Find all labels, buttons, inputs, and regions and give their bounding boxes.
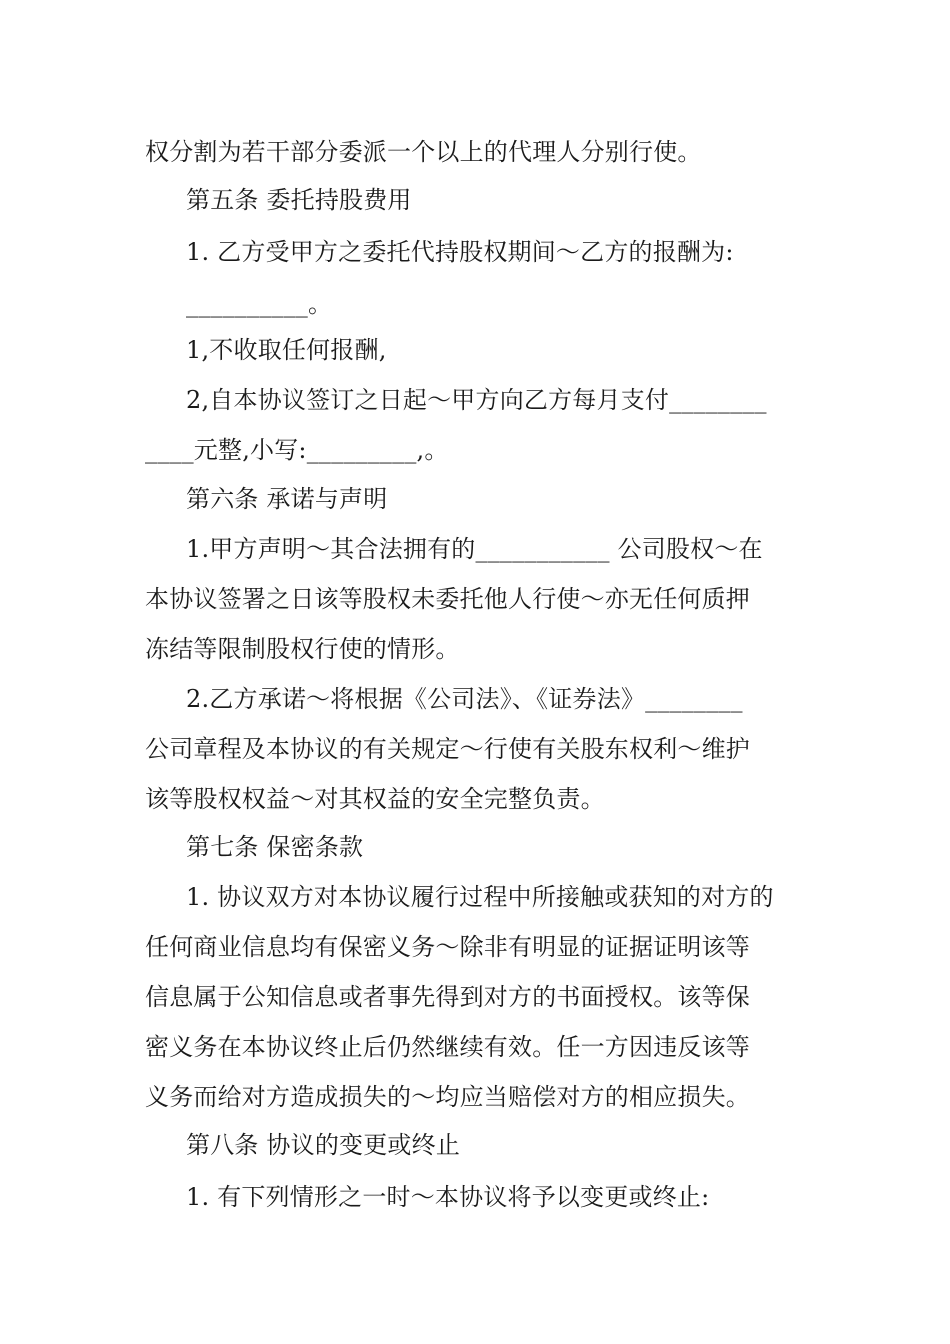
article-6-clause-1-cont-1: 本协议签署之日该等股权未委托他人行使～亦无任何质押 <box>145 585 750 613</box>
article-7-heading: 第七条 保密条款 <box>186 833 364 861</box>
article-6-clause-2-cont-2: 该等股权权益～对其权益的安全完整负责。 <box>145 785 605 813</box>
article-8-heading: 第八条 协议的变更或终止 <box>186 1131 461 1159</box>
article-5-clause-1-blank: __________。 <box>186 290 333 318</box>
article-7-clause-1-cont-3: 密义务在本协议终止后仍然继续有效。任一方因违反该等 <box>145 1033 750 1061</box>
article-8-clause-1: 1. 有下列情形之一时～本协议将予以变更或终止: <box>186 1183 710 1211</box>
article-5-option-2-cont: ____元整,小写:_________,。 <box>145 436 449 464</box>
article-5-clause-1: 1. 乙方受甲方之委托代持股权期间～乙方的报酬为: <box>186 238 734 266</box>
article-5-option-2: 2,自本协议签订之日起～甲方向乙方每月支付________ <box>186 386 767 414</box>
article-6-heading: 第六条 承诺与声明 <box>186 485 388 513</box>
article-5-heading: 第五条 委托持股费用 <box>186 186 412 214</box>
article-6-clause-2: 2.乙方承诺～将根据《公司法》、《证券法》________ <box>186 685 743 713</box>
article-6-clause-2-cont-1: 公司章程及本协议的有关规定～行使有关股东权利～维护 <box>145 735 750 763</box>
paragraph-line-continuation: 权分割为若干部分委派一个以上的代理人分别行使。 <box>145 138 702 166</box>
article-6-clause-1-cont-2: 冻结等限制股权行使的情形。 <box>145 635 460 663</box>
article-6-clause-1: 1.甲方声明～其合法拥有的___________ 公司股权～在 <box>186 535 763 563</box>
article-5-option-1: 1,不收取任何报酬, <box>186 336 387 364</box>
article-7-clause-1: 1. 协议双方对本协议履行过程中所接触或获知的对方的 <box>186 883 774 911</box>
article-7-clause-1-cont-1: 任何商业信息均有保密义务～除非有明显的证据证明该等 <box>145 933 750 961</box>
article-7-clause-1-cont-4: 义务而给对方造成损失的～均应当赔偿对方的相应损失。 <box>145 1083 750 1111</box>
article-7-clause-1-cont-2: 信息属于公知信息或者事先得到对方的书面授权。该等保 <box>145 983 750 1011</box>
